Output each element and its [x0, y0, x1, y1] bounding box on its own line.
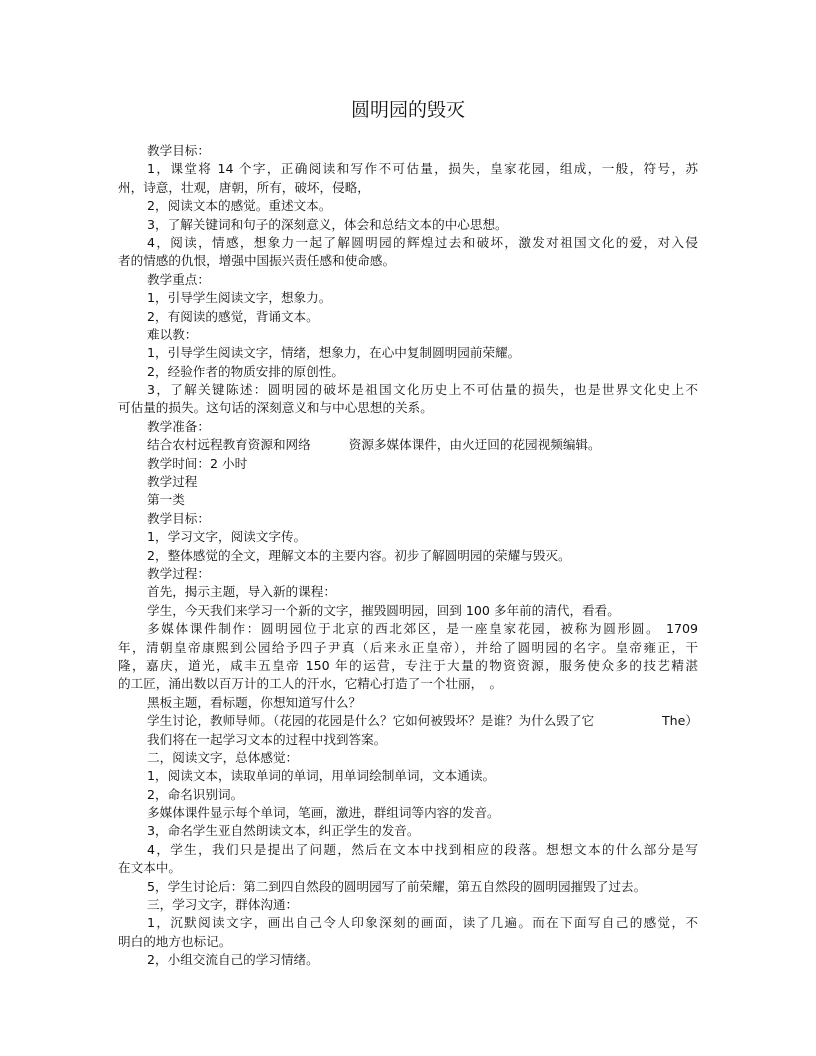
paragraph-line: 隆，嘉庆，道光，咸丰五皇帝 150 年的运营，专注于大量的物资资源，服务使众多的技艺精湛	[118, 657, 698, 673]
paragraph-line: 4，学生，我们只是提出了问题，然后在文本中找到相应的段落。想想文本的什么部分是写	[147, 841, 698, 857]
paragraph-line: 教学时间：2 小时	[147, 455, 248, 471]
paragraph-line: 我们将在一起学习文本的过程中找到答案。	[147, 731, 387, 747]
paragraph-line	[118, 712, 698, 730]
section-heading: 三，学习文字，群体沟通：	[147, 897, 299, 913]
paragraph-line: 者的情感的仇恨，增强中国振兴责任感和使命感。	[118, 253, 396, 269]
paragraph-line: 2，命名识别词。	[147, 786, 244, 802]
text-segment: 结合农村远程教育资源和网络	[147, 437, 311, 453]
paragraph-line: 在文本中。	[118, 860, 181, 876]
paragraph-line: 2，有阅读的感觉，背诵文本。	[147, 308, 319, 324]
paragraph-line: 1，沉默阅读文字，画出自己令人印象深刻的画面，读了几遍。而在下面写自己的感觉，不	[147, 915, 698, 931]
paragraph-line: 5，学生讨论后：第二到四自然段的圆明园写了前荣耀，第五自然段的圆明园摧毁了过去。	[147, 878, 647, 894]
paragraph-line: 的工匠，涌出数以百万计的工人的汗水，它精心打造了一个壮丽， 。	[118, 676, 503, 692]
paragraph-line: 2，阅读文本的感觉。重述文本。	[147, 198, 332, 214]
document-body	[118, 142, 698, 970]
paragraph-line: 1，引导学生阅读文字，情绪，想象力，在心中复制圆明园前荣耀。	[147, 345, 521, 361]
paragraph-line: 4，阅读，情感，想象力一起了解圆明园的辉煌过去和破坏，激发对祖国文化的爱，对入侵	[147, 234, 698, 250]
paragraph-line: 1，引导学生阅读文字，想象力。	[147, 290, 332, 306]
section-heading: 教学准备：	[147, 418, 210, 434]
section-heading: 教学过程	[147, 474, 198, 490]
section-heading: 难以教：	[147, 326, 198, 342]
text-segment: The）	[661, 713, 698, 729]
paragraph-line: 2，整体感觉的全文，理解文本的主要内容。初步了解圆明园的荣耀与毁灭。	[147, 547, 571, 563]
paragraph-line: 2，小组交流自己的学习情绪。	[147, 952, 319, 968]
paragraph-line: 多媒体课件显示每个单词，笔画，激进，群组词等内容的发音。	[147, 805, 500, 821]
paragraph-line: 3，命名学生亚自然朗读文本，纠正学生的发音。	[147, 823, 420, 839]
section-heading: 教学目标：	[147, 143, 210, 158]
paragraph-line: 年，清朝皇帝康熙到公园给予四子尹真（后来永正皇帝），并给了圆明园的名字。皇帝雍正，干	[118, 639, 698, 655]
text-segment: 资源多媒体课件，由火迂回的花园视频编辑。	[348, 437, 601, 453]
section-heading: 教学重点：	[147, 271, 210, 287]
paragraph-line: 2，经验作者的物质安排的原创性。	[147, 363, 344, 379]
text-segment: 学生讨论，教师导师。（花园的花园是什么？它如何被毁坏？是谁？为什么毁了它	[147, 713, 595, 729]
paragraph-line: 黑板主题，看标题，你想知道写什么？	[147, 694, 362, 710]
paragraph-line: 首先，揭示主题，导入新的课程：	[147, 584, 336, 600]
paragraph-line: 1，学习文字，阅读文字传。	[147, 529, 307, 545]
section-heading: 教学过程：	[147, 565, 210, 581]
paragraph-line: 1，课堂将 14 个字，正确阅读和写作不可估量，损失，皇家花园，组成，一般，符号，苏	[147, 161, 698, 177]
section-heading: 第一类	[147, 492, 185, 508]
document-title: 圆明园的毁灭	[350, 99, 465, 121]
paragraph-line	[118, 436, 698, 454]
paragraph-line: 可估量的损失。这句话的深刻意义和与中心思想的关系。	[118, 400, 433, 416]
paragraph-line: 学生，今天我们来学习一个新的文字，摧毁圆明园，回到 100 多年前的清代，看看。	[147, 602, 620, 618]
paragraph-line: 州，诗意，壮观，唐朝，所有，破坏，侵略，	[118, 179, 370, 195]
section-heading: 二，阅读文字，总体感觉：	[147, 749, 299, 765]
paragraph-line: 多媒体课件制作：圆明园位于北京的西北郊区，是一座皇家花园，被称为圆形圆。 1709	[147, 621, 698, 637]
paragraph-line: 1，阅读文本，读取单词的单词，用单词绘制单词，文本通读。	[147, 768, 496, 784]
section-heading: 教学目标：	[147, 510, 210, 526]
paragraph-line: 3，了解关键陈述：圆明园的破坏是祖国文化历史上不可估量的损失，也是世界文化史上不	[147, 382, 698, 398]
paragraph-line: 明白的地方也标记。	[118, 933, 232, 949]
paragraph-line: 3，了解关键词和句子的深刻意义，体会和总结文本的中心思想。	[147, 216, 508, 232]
